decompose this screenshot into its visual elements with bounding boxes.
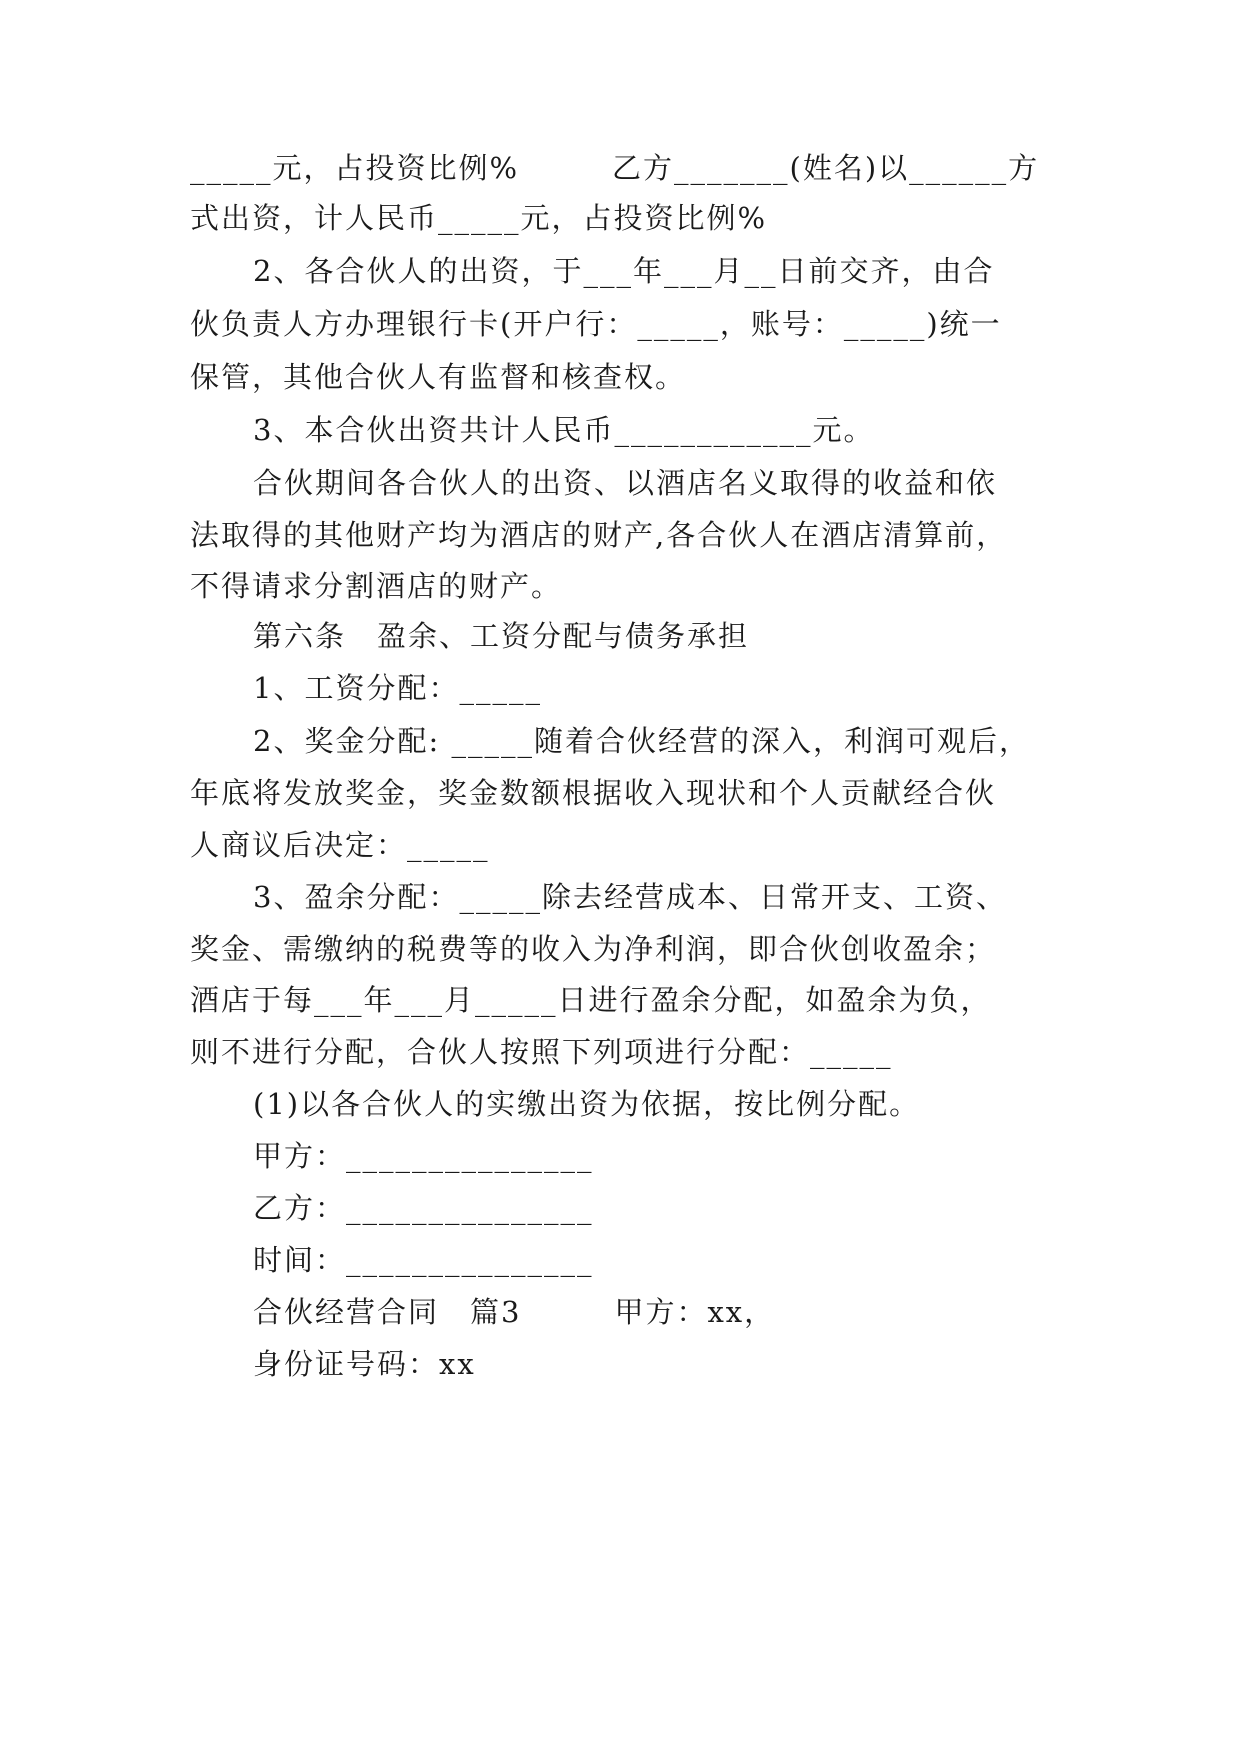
signature-line-party-b: 乙方：_______________ (253, 1191, 594, 1225)
text-line: 人商议后决定：_____ (190, 828, 490, 862)
signature-line-party-a: 甲方：_______________ (253, 1139, 594, 1173)
text-line: 合伙期间各合伙人的出资、以酒店名义取得的收益和依 (253, 466, 998, 500)
contract-title-line: 合伙经营合同 篇3 甲方：xx， (253, 1295, 776, 1329)
text-line: 法取得的其他财产均为酒店的财产,各合伙人在酒店清算前， (190, 518, 1008, 552)
text-line: (1)以各合伙人的实缴出资为依据，按比例分配。 (253, 1087, 921, 1121)
text-line: 2、奖金分配: _____随着合伙经营的深入，利润可观后， (253, 724, 1030, 758)
text-line: 式出资，计人民币_____元，占投资比例% (190, 201, 768, 235)
text-line: 不得请求分割酒店的财产。 (190, 569, 563, 603)
text-line: 奖金、需缴纳的税费等的收入为净利润，即合伙创收盈余； (190, 932, 997, 966)
text-line: 身份证号码：xx (253, 1347, 476, 1381)
text-line: 保管，其他合伙人有监督和核查权。 (190, 360, 687, 394)
text-line: 2、各合伙人的出资，于___年___月__日前交齐，由合 (253, 254, 995, 288)
text-line: 3、盈余分配：_____除去经营成本、日常开支、工资、 (253, 880, 1007, 914)
text-line: 年底将发放奖金，奖金数额根据收入现状和个人贡献经合伙 (190, 776, 997, 810)
signature-line-date: 时间：_______________ (253, 1243, 594, 1277)
section-heading: 第六条 盈余、工资分配与债务承担 (253, 619, 750, 653)
text-line: 伙负责人方办理银行卡(开户行：_____，账号：_____)统一 (190, 307, 1002, 341)
text-line: 酒店于每___年___月_____日进行盈余分配，如盈余为负， (190, 983, 992, 1017)
text-line: 则不进行分配，合伙人按照下列项进行分配：_____ (190, 1035, 893, 1069)
text-line: 3、本合伙出资共计人民币____________元。 (253, 413, 875, 447)
text-line: _____元，占投资比例% 乙方_______(姓名)以______方 (190, 151, 1040, 185)
text-line: 1、工资分配：_____ (253, 671, 542, 705)
